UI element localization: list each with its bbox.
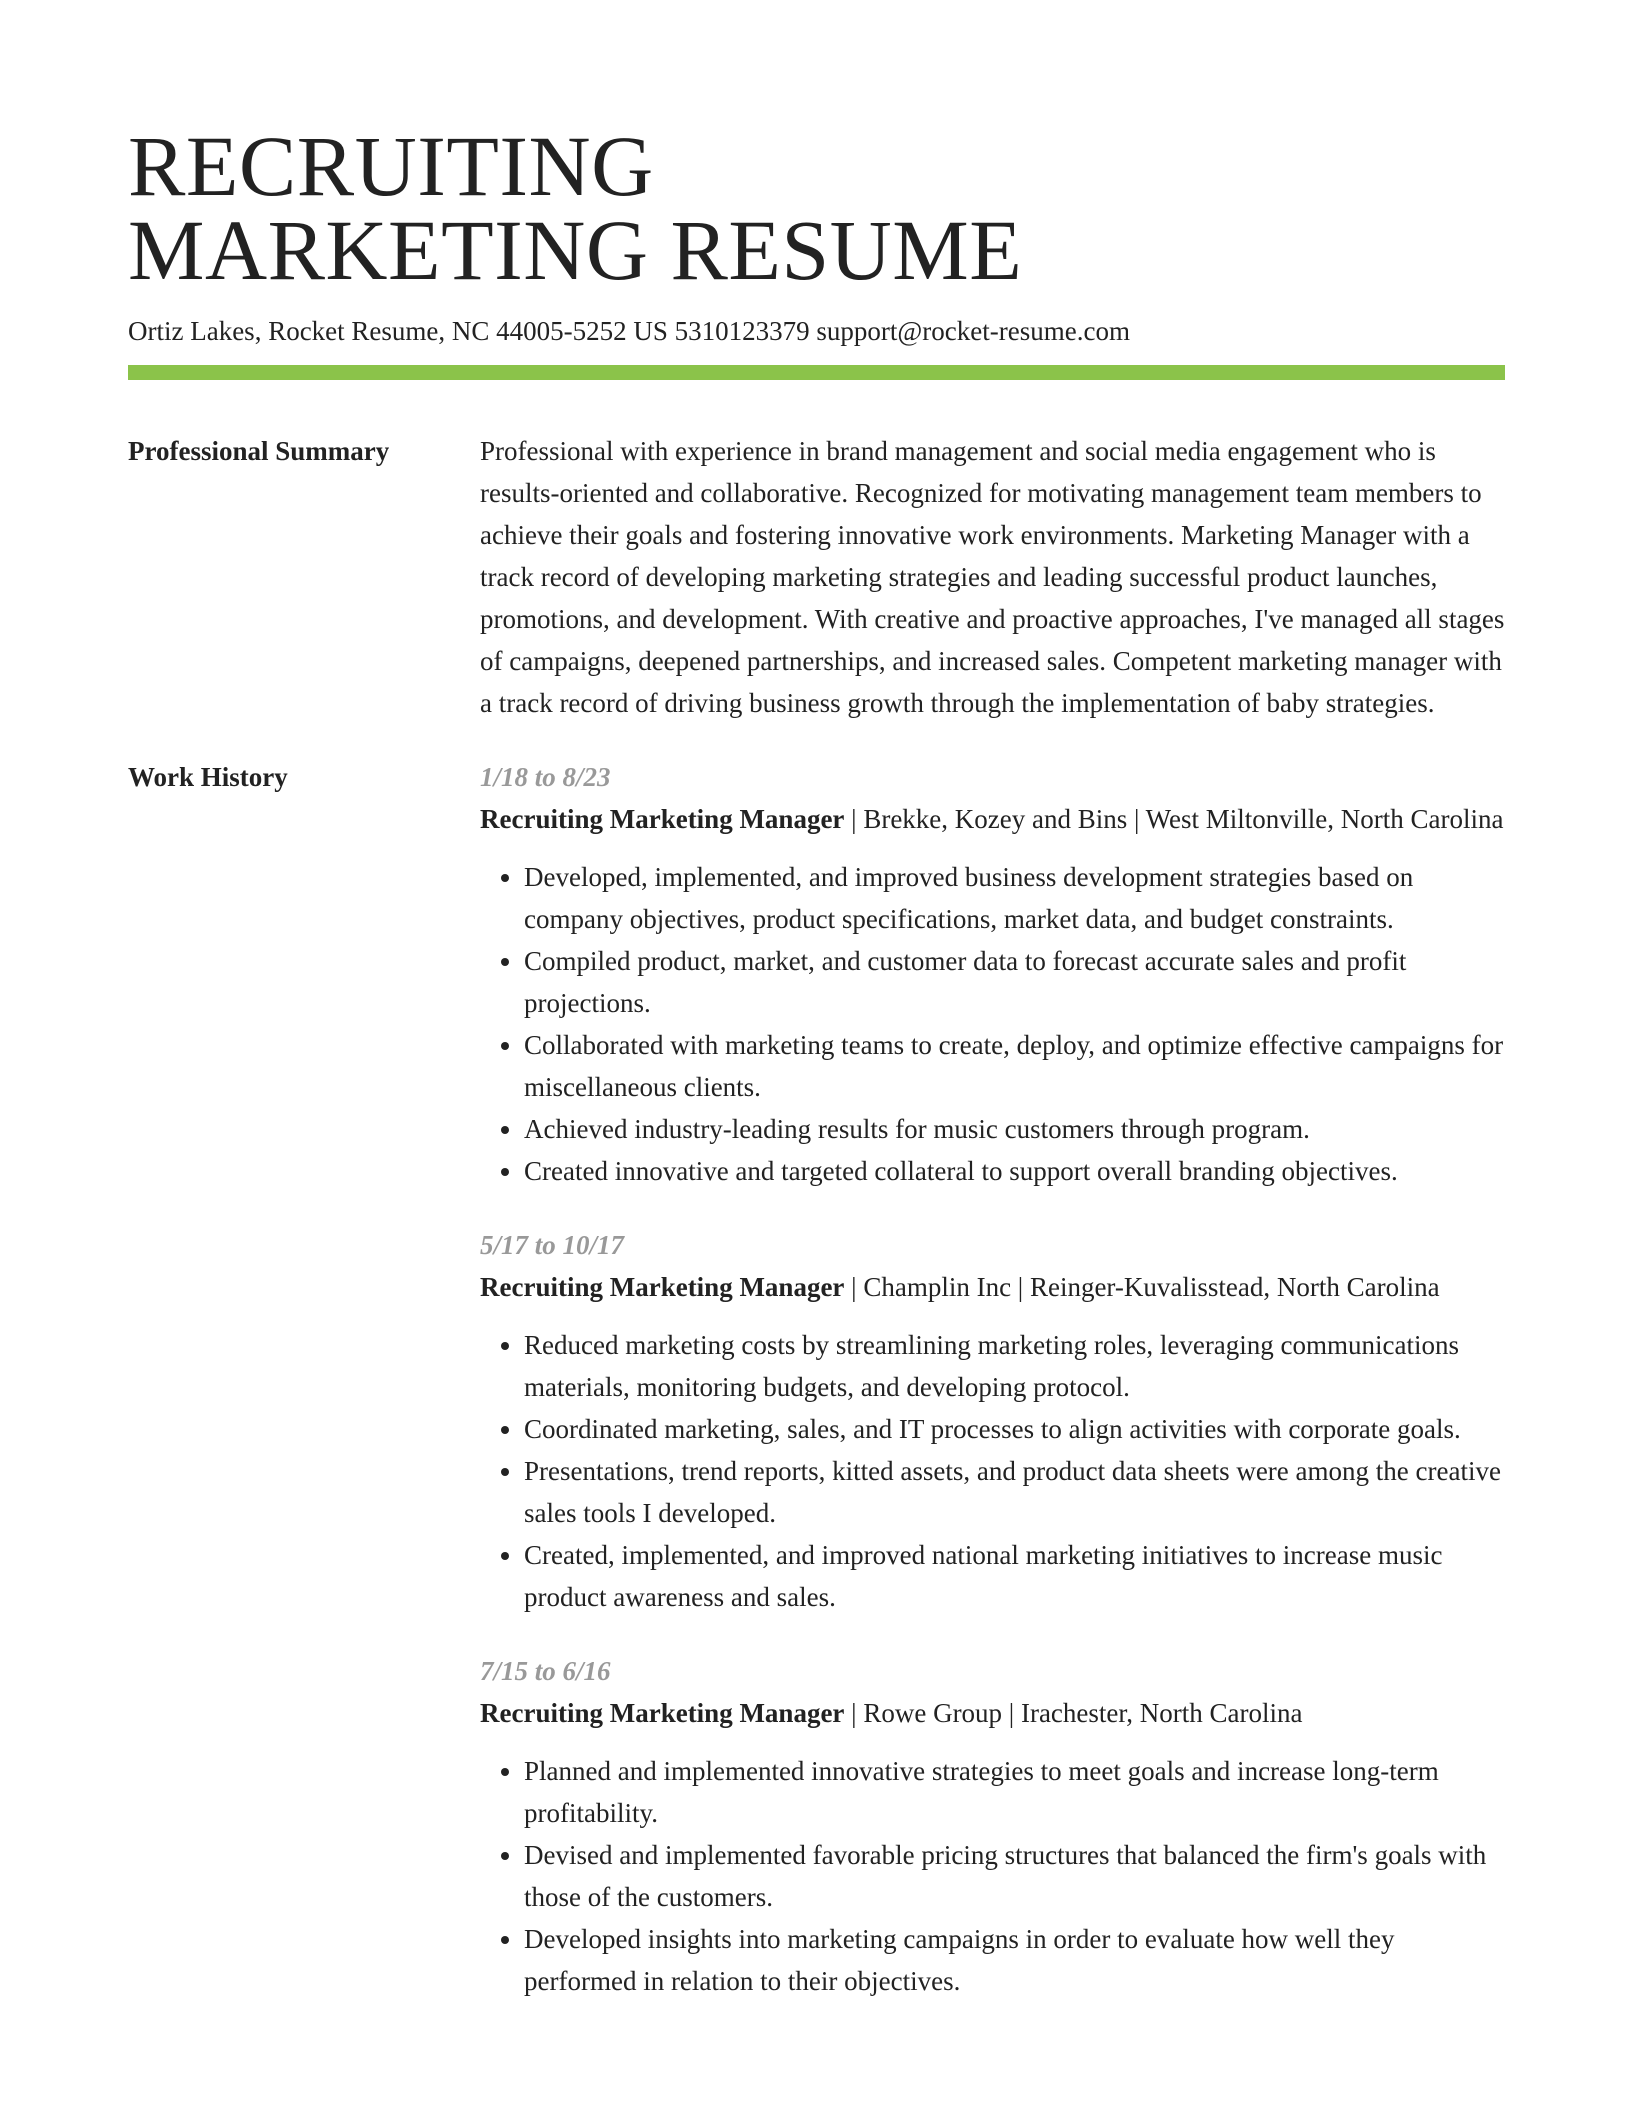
job-dates: 1/18 to 8/23: [480, 762, 611, 792]
section-label-work-history: Work History: [128, 762, 288, 792]
job-bullets: [480, 1324, 1505, 1618]
job-header: [480, 1692, 1505, 1734]
job-bullets: [480, 1750, 1505, 2002]
job-bullet: • Created innovative and targeted collateral to support overall branding objectives.: [524, 1150, 1505, 1192]
resume-title-line-2: MARKETING RESUME: [128, 202, 1023, 298]
job-bullets: [480, 856, 1505, 1192]
resume-title: [128, 0, 1505, 298]
resume-title-line-1: RECRUITING: [128, 118, 654, 214]
work-history-section: [128, 756, 1505, 2034]
job-bullet: • Compiled product, market, and customer data to forecast accurate sales and profit projections.: [524, 940, 1505, 1024]
job-title: Recruiting Marketing Manager: [480, 1272, 845, 1302]
summary-text: Professional with experience in brand management and social media engagement who is results-oriented and collaborative. Recognized for motivating management team members to achieve their goals and fostering innovative work environments. Marketing Manager with a track record of developing marketing strategies and leading successful product launches, promotions, and development. With creative and proactive approaches, I've managed all stages of campaigns, deepened partnerships, and increased sales. Competent marketing manager with a track record of driving business growth through the implementation of baby strategies.: [480, 436, 1505, 718]
job-bullet: • Achieved industry-leading results for music customers through program.: [524, 1108, 1505, 1150]
job-bullet: • Reduced marketing costs by streamlining marketing roles, leveraging communications materials, monitoring budgets, and developing protocol.: [524, 1324, 1505, 1408]
jobs-list: [480, 756, 1505, 2034]
job-details: | Rowe Group | Irachester, North Carolina: [844, 1698, 1303, 1728]
job-dates: 5/17 to 10/17: [480, 1230, 625, 1260]
job-entry: [480, 756, 1505, 1192]
job-entry: [480, 1224, 1505, 1618]
contact-info: Ortiz Lakes, Rocket Resume, NC 44005-5252 US 5310123379 support@rocket-resume.com: [128, 316, 1130, 346]
job-title: Recruiting Marketing Manager: [480, 1698, 845, 1728]
job-header: [480, 798, 1505, 840]
job-title: Recruiting Marketing Manager: [480, 804, 845, 834]
job-header: [480, 1266, 1505, 1308]
job-bullet: • Planned and implemented innovative strategies to meet goals and increase long-term profitability.: [524, 1750, 1505, 1834]
job-bullet: • Devised and implemented favorable pricing structures that balanced the firm's goals with those of the customers.: [524, 1834, 1505, 1918]
professional-summary-section: [128, 430, 1505, 724]
job-dates: 7/15 to 6/16: [480, 1656, 611, 1686]
job-bullet: • Collaborated with marketing teams to create, deploy, and optimize effective campaigns for miscellaneous clients.: [524, 1024, 1505, 1108]
job-bullet: • Created, implemented, and improved national marketing initiatives to increase music product awareness and sales.: [524, 1534, 1505, 1618]
job-details: | Champlin Inc | Reinger-Kuvalisstead, North Carolina: [844, 1272, 1440, 1302]
job-bullet: • Presentations, trend reports, kitted assets, and product data sheets were among the creative sales tools I developed.: [524, 1450, 1505, 1534]
accent-divider: [128, 365, 1505, 380]
job-bullet: • Developed insights into marketing campaigns in order to evaluate how well they performed in relation to their objectives.: [524, 1918, 1505, 2002]
job-entry: [480, 1650, 1505, 2002]
resume-page: [128, 0, 1505, 2034]
job-bullet: • Developed, implemented, and improved business development strategies based on company objectives, product specifications, market data, and budget constraints.: [524, 856, 1505, 940]
job-details: | Brekke, Kozey and Bins | West Miltonville, North Carolina: [844, 804, 1504, 834]
section-label-summary: Professional Summary: [128, 436, 390, 466]
job-bullet: • Coordinated marketing, sales, and IT processes to align activities with corporate goals.: [524, 1408, 1505, 1450]
